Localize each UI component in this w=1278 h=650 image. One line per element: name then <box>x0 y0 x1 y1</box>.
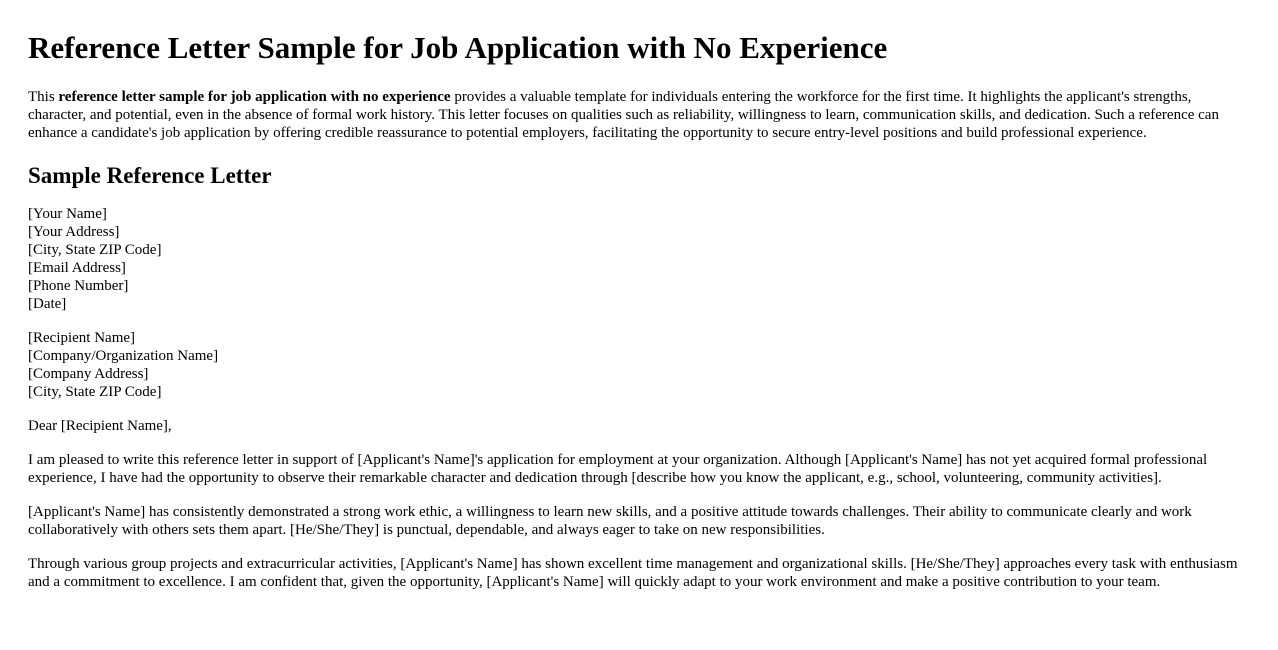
page-title: Reference Letter Sample for Job Application with No Experience <box>28 30 888 65</box>
intro-rest: provides a valuable template for individuals entering the workforce for the first time. It highlights the applicant's strengths, character, and potential, even in the absence of formal work history. This letter focuses on qualities such as reliability, willingness to learn, communication skills, and dedication. Such a reference can enhance a candidate's job application by offering credible reassurance to potential employers, facilitating the opportunity to secure entry-level positions and build professional experience. <box>28 89 1219 141</box>
body-paragraph-3: Through various group projects and extracurricular activities, [Applicant's Name] has shown excellent time management and organizational skills. [He/She/They] approaches every task with enthusiasm and a commitment to excellence. I am confident that, given the opportunity, [Applicant's Name] will quickly adapt to your work environment and make a positive contribution to your team. <box>28 556 1238 590</box>
recipient-city: [City, State ZIP Code] <box>28 384 162 400</box>
salutation: Dear [Recipient Name], <box>28 418 172 434</box>
recipient-company: [Company/Organization Name] <box>28 348 219 364</box>
recipient-name: [Recipient Name] <box>28 330 136 346</box>
body-paragraph-1: I am pleased to write this reference letter in support of [Applicant's Name]'s application for employment at your organization. Although [Applicant's Name] has not yet acquired formal professional experience, I have had the opportunity to observe their remarkable character and dedication through [describe how you know the applicant, e.g., school, volunteering, community activities]. <box>28 452 1208 486</box>
recipient-address: [Company Address] <box>28 366 149 382</box>
body-paragraph-2: [Applicant's Name] has consistently demonstrated a strong work ethic, a willingness to learn new skills, and a positive attitude towards challenges. Their ability to communicate clearly and work collaboratively with others sets them apart. [He/She/They] is punctual, dependable, and always eager to take on new responsibilities. <box>28 504 1192 538</box>
sender-block <box>28 205 1250 313</box>
section-heading: Sample Reference Letter <box>28 163 272 188</box>
intro-lead: This <box>28 89 59 105</box>
sender-name: [Your Name] <box>28 206 107 222</box>
sender-date: [Date] <box>28 296 67 312</box>
intro-paragraph <box>28 88 1250 142</box>
sender-address: [Your Address] <box>28 224 120 240</box>
sender-city: [City, State ZIP Code] <box>28 242 162 258</box>
intro-bold-phrase: reference letter sample for job application with no experience <box>58 89 451 105</box>
sender-phone: [Phone Number] <box>28 278 129 294</box>
sender-email: [Email Address] <box>28 260 126 276</box>
recipient-block <box>28 329 1250 401</box>
